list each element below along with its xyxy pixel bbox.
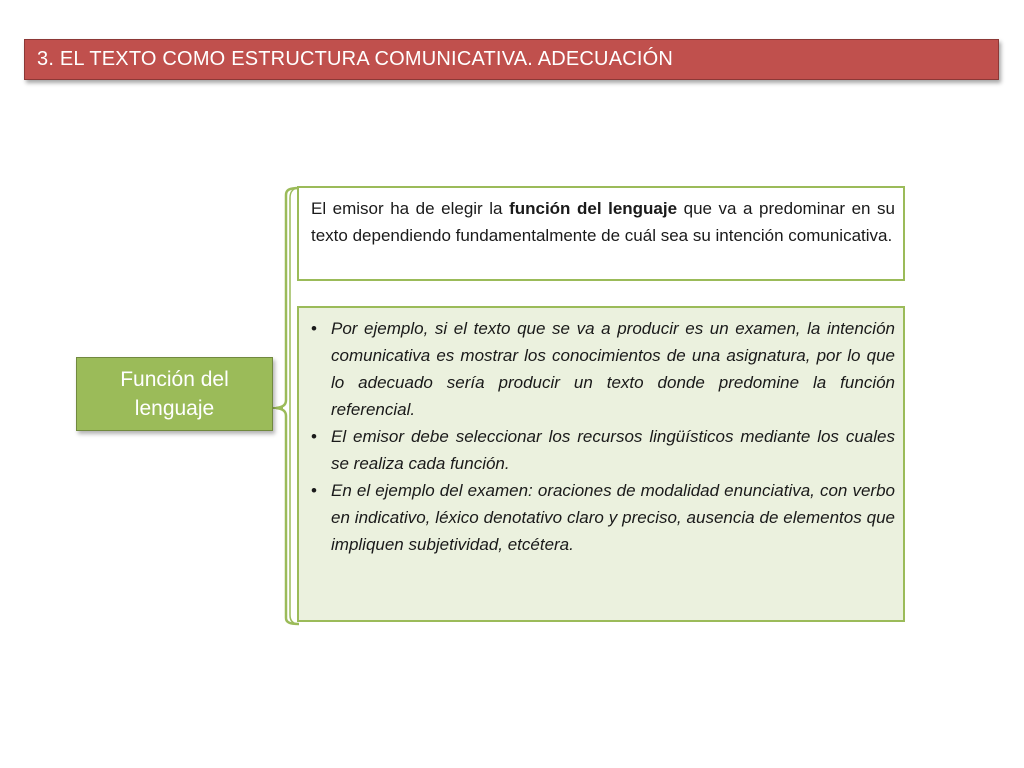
list-item xyxy=(311,477,895,558)
list-item xyxy=(311,423,895,477)
examples-box xyxy=(297,306,905,622)
list-item-text: Por ejemplo, si el texto que se va a producir es un examen, la intención comunicativa es mostrar los conocimientos de una asignatura, por lo que lo adecuado sería producir un texto donde predomine la función referencial. xyxy=(331,319,895,419)
definition-text-start: El emisor ha de elegir la xyxy=(311,199,510,218)
definition-text xyxy=(311,195,895,249)
definition-text-end: que va a predominar en su texto dependiendo fundamentalmente de cuál sea su intención comunicativa. xyxy=(311,199,896,245)
list-item-text: En el ejemplo del examen: oraciones de modalidad enunciativa, con verbo en indicativo, léxico denotativo claro y preciso, ausencia de elementos que impliquen subjetividad, etcétera. xyxy=(331,481,895,554)
bullet-icon: • xyxy=(311,319,317,338)
concept-box xyxy=(76,357,273,431)
definition-bold-term: función del lenguaje xyxy=(509,199,678,218)
bullet-icon: • xyxy=(311,481,317,500)
slide-title: 3. EL TEXTO COMO ESTRUCTURA COMUNICATIVA. ADECUACIÓN xyxy=(37,48,674,70)
list-item xyxy=(311,315,895,423)
concept-label: Función del lenguaje xyxy=(120,368,229,420)
definition-box xyxy=(297,186,905,281)
examples-list xyxy=(311,315,895,558)
list-item-text: El emisor debe seleccionar los recursos lingüísticos mediante los cuales se realiza cada función. xyxy=(331,427,895,473)
bullet-icon: • xyxy=(311,427,317,446)
